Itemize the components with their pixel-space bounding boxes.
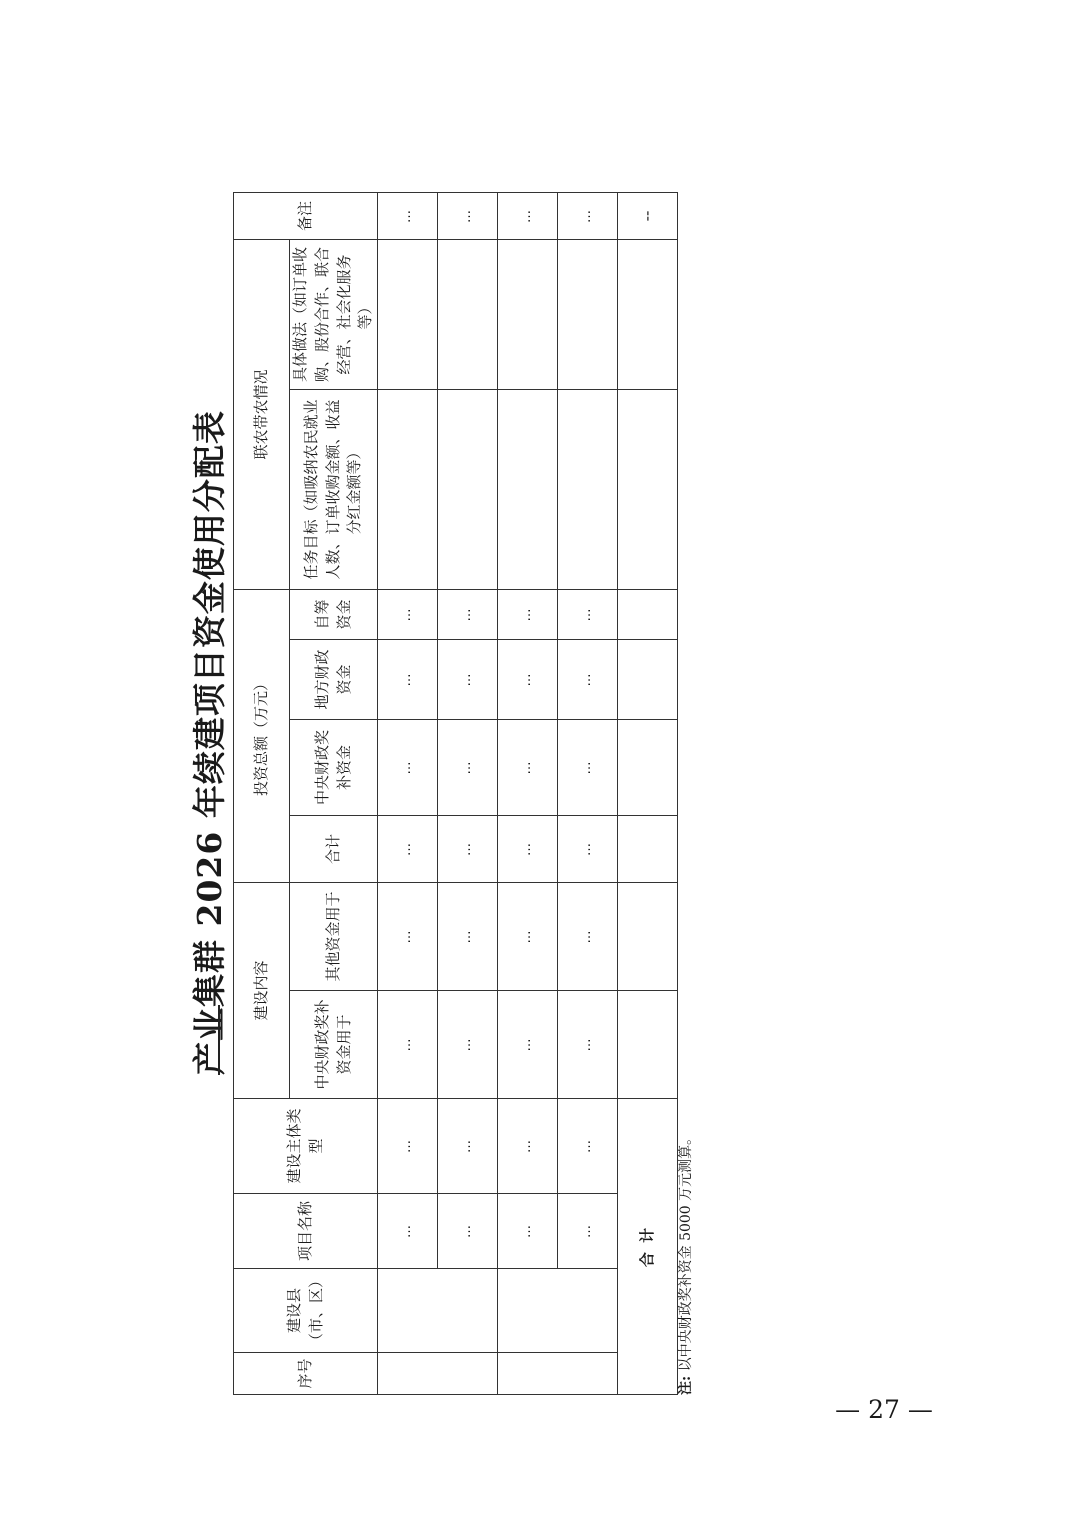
cell-investment-self: … [378,589,438,639]
footnote-text: 以中央财政奖补资金 5000 万元测算。 [678,1130,694,1372]
cell-task-target [378,389,438,589]
cell-remarks: … [558,192,618,239]
cell-seq [498,1353,618,1395]
cell-project-name: … [438,1194,498,1269]
cell-total-label: 合 计 [618,1099,678,1395]
cell-total-remarks: -- [618,192,678,239]
cell-specific-practice [378,239,438,389]
cell-construction-central: … [558,991,618,1099]
title-dash-line [218,1005,220,1075]
cell-project-name: … [378,1194,438,1269]
page-title: 产业集群 2026 年续建项目资金使用分配表 [190,410,229,1075]
cell-project-name: … [558,1194,618,1269]
cell-construction-central: … [438,991,498,1099]
cell-construction-central: … [498,991,558,1099]
table-row [378,192,438,1394]
cell-specific-practice [498,239,558,389]
cell-task-target [498,389,558,589]
cell-construction-other: … [378,882,438,990]
total-row [618,192,678,1394]
cell-investment-self: … [498,589,558,639]
cell-investment-central: … [558,719,618,815]
header-investment: 投资总额（万元） [234,589,290,882]
cell-investment-central: … [498,719,558,815]
header-investment-central: 中央财政奖补资金 [290,719,378,815]
cell-entity-type: … [498,1099,558,1194]
cell-remarks: … [378,192,438,239]
cell-total-self [618,589,678,639]
cell-construction-central: … [378,991,438,1099]
cell-total-central [618,719,678,815]
header-task-target: 任务目标（如吸纳农民就业人数、订单收购金额、收益分红金额等） [290,389,378,589]
cell-specific-practice [558,239,618,389]
cell-investment-local: … [558,639,618,719]
rotated-page-content [190,195,694,1395]
cell-construction-other: … [498,882,558,990]
cell-project-name: … [498,1194,558,1269]
cell-investment-local: … [438,639,498,719]
cell-county [498,1269,618,1353]
cell-task-target [558,389,618,589]
header-construction-other: 其他资金用于 [290,882,378,990]
cell-investment-total: … [378,815,438,882]
header-remarks: 备注 [234,192,378,239]
cell-construction-other: … [438,882,498,990]
header-farmer-link: 联农带农情况 [234,239,290,589]
header-entity-type: 建设主体类型 [234,1099,378,1194]
table-row [438,192,498,1394]
cell-investment-central: … [378,719,438,815]
cell-entity-type: … [378,1099,438,1194]
cell-investment-local: … [378,639,438,719]
table-row [498,192,558,1394]
cell-investment-central: … [438,719,498,815]
cell-total-specific-practice [618,239,678,389]
cell-specific-practice [438,239,498,389]
cell-total-local [618,639,678,719]
cell-investment-total: … [498,815,558,882]
cell-entity-type: … [558,1099,618,1194]
header-construction: 建设内容 [234,882,290,1098]
cell-total-construction-central [618,991,678,1099]
cell-investment-self: … [438,589,498,639]
cell-seq [378,1353,498,1395]
cell-county [378,1269,498,1353]
cell-task-target [438,389,498,589]
footnote-label: 注: [678,1375,694,1395]
header-county: 建设县（市、区） [234,1269,378,1353]
page-number: — 27 — [835,1395,933,1424]
header-seq: 序号 [234,1353,378,1395]
header-specific-practice: 具体做法（如订单收购、股份合作、联合经营、社会化服务等） [290,239,378,389]
cell-remarks: … [438,192,498,239]
cell-investment-total: … [438,815,498,882]
footnote [675,695,695,1395]
header-investment-total: 合计 [290,815,378,882]
cell-investment-total: … [558,815,618,882]
cell-construction-other: … [558,882,618,990]
table-row [558,192,618,1394]
cell-total-investment [618,815,678,882]
header-construction-central: 中央财政奖补资金用于 [290,991,378,1099]
header-investment-local: 地方财政资金 [290,639,378,719]
cell-entity-type: … [438,1099,498,1194]
header-investment-self: 自筹资金 [290,589,378,639]
cell-investment-self: … [558,589,618,639]
cell-remarks: … [498,192,558,239]
cell-total-construction-other [618,882,678,990]
cell-total-task-target [618,389,678,589]
header-project-name: 项目名称 [234,1194,378,1269]
cell-investment-local: … [498,639,558,719]
allocation-table [233,192,678,1395]
